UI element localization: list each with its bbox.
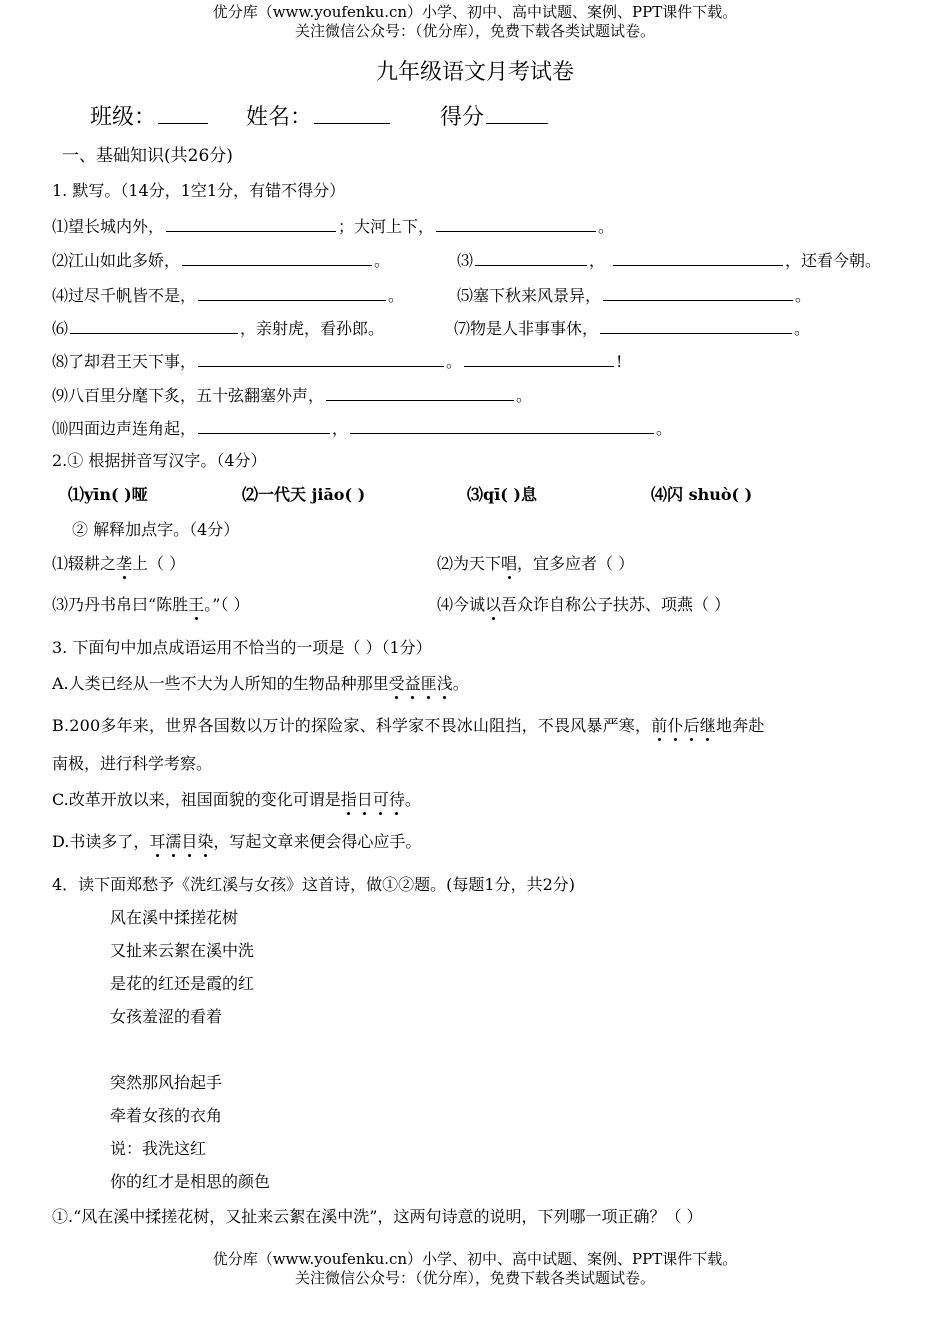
answer-blank[interactable] xyxy=(182,249,372,266)
q1-item-8-end: ! xyxy=(616,352,623,371)
q1-item-7-end: 。 xyxy=(794,319,811,338)
dotted-char: 耳 xyxy=(149,832,166,851)
dotted-char: 浅 xyxy=(436,674,453,693)
answer-blank[interactable] xyxy=(603,284,793,301)
q2-sub-title: ② 解释加点字。（4分） xyxy=(72,520,240,539)
poem-line: 你的红才是相思的颜色 xyxy=(110,1172,271,1191)
q2-explain-1-text: ⑴辍耕之 xyxy=(52,554,117,573)
q1-item-7-text: ⑺物是人非事事休， xyxy=(454,319,599,338)
q2-explain-4-bracket: 吾众诈自称公子扶苏、项燕（ ） xyxy=(501,595,731,614)
footer-line-1: 优分库（www.youfenku.cn）小学、初中、高中试题、案例、PPT课件下载。 xyxy=(212,1250,738,1268)
answer-blank[interactable] xyxy=(436,215,596,232)
name-label: 姓名： xyxy=(246,105,313,130)
q3-option-a-text: A.人类已经从一些不大为人所知的生物品种那里 xyxy=(52,674,389,693)
dotted-char: 后 xyxy=(683,716,700,735)
q3-option-c-end: 。 xyxy=(404,790,421,809)
poem-line: 风在溪中揉搓花树 xyxy=(110,908,239,927)
q1-item-3-text: ，还看今朝。 xyxy=(785,251,882,270)
dotted-char: 日 xyxy=(356,790,373,809)
q1-item-4 xyxy=(52,284,404,306)
header-line-1: 优分库（www.youfenku.cn）小学、初中、高中试题、案例、PPT课件下载。 xyxy=(212,3,738,21)
q1-item-10-text: ⑽四面边声连角起， xyxy=(52,419,197,438)
q1-item-8-text: ⑻了却君王天下事， xyxy=(52,352,197,371)
q2-pinyin-1: ⑴yīn( )哑 xyxy=(68,485,148,504)
q1-item-5-text: ⑸塞下秋来风景异， xyxy=(457,286,602,305)
q1-item-9-text: ⑼八百里分麾下炙，五十弦翻塞外声， xyxy=(52,386,325,405)
q1-item-4-text: ⑷过尽千帆皆不是， xyxy=(52,286,197,305)
q1-item-6-text: ，亲射虎，看孙郎。 xyxy=(240,319,385,338)
q4-title: 4．读下面郑愁予《洗红溪与女孩》这首诗，做①②题。(每题1分，共2分) xyxy=(52,875,576,894)
header-line-2: 关注微信公众号：（优分库），免费下载各类试题试卷。 xyxy=(294,22,655,40)
student-info-row xyxy=(90,100,550,131)
dotted-char: 王 xyxy=(188,595,205,614)
q1-item-10-end: 。 xyxy=(656,419,673,438)
dotted-char: 仆 xyxy=(667,716,684,735)
class-blank[interactable] xyxy=(158,103,208,124)
answer-blank[interactable] xyxy=(166,215,336,232)
q2-pinyin-4: ⑷闪 shuò( ) xyxy=(651,485,753,504)
answer-blank[interactable] xyxy=(613,249,783,266)
poem-line: 突然那风抬起手 xyxy=(110,1073,223,1092)
poem-line: 是花的红还是霞的红 xyxy=(110,974,255,993)
poem-line: 说：我洗这红 xyxy=(110,1139,207,1158)
q3-option-b xyxy=(52,716,765,736)
answer-blank[interactable] xyxy=(600,317,792,334)
page-title: 九年级语文月考试卷 xyxy=(375,60,574,85)
q1-item-6 xyxy=(52,317,384,339)
q1-item-3-num: ⑶ xyxy=(457,251,474,270)
q3-option-a xyxy=(52,674,469,694)
answer-blank[interactable] xyxy=(464,350,614,367)
class-label: 班级： xyxy=(90,105,157,130)
q2-explain-4 xyxy=(437,595,730,615)
q1-item-3 xyxy=(457,249,881,271)
q2-pinyin-3: ⑶qī( )息 xyxy=(467,485,537,504)
answer-blank[interactable] xyxy=(198,284,386,301)
q1-item-2-end: 。 xyxy=(374,251,391,270)
dotted-char: 目 xyxy=(181,832,198,851)
dotted-char: 益 xyxy=(404,674,421,693)
dotted-char: 以 xyxy=(485,595,502,614)
answer-blank[interactable] xyxy=(350,417,654,434)
q2-explain-3-bracket: 。”（ ） xyxy=(204,595,250,614)
footer-line-2: 关注微信公众号：（优分库），免费下载各类试题试卷。 xyxy=(294,1269,655,1287)
q2-explain-4-text: ⑷今诚 xyxy=(437,595,486,614)
q1-item-8 xyxy=(52,350,622,372)
q1-item-1-end: 。 xyxy=(598,217,615,236)
q2-explain-2-bracket: ，宜多应者（ ） xyxy=(517,554,635,573)
answer-blank[interactable] xyxy=(326,384,514,401)
poem-line: 又扯来云絮在溪中洗 xyxy=(110,941,255,960)
dotted-char: 前 xyxy=(651,716,668,735)
q1-item-8-mid: 。 xyxy=(446,352,463,371)
q1-item-1-text: ⑴望长城内外， xyxy=(52,217,165,236)
dotted-char: 垄 xyxy=(116,554,133,573)
q3-option-c-text: C.改革开放以来，祖国面貌的变化可谓是 xyxy=(52,790,341,809)
q1-item-5 xyxy=(457,284,811,306)
q1-item-4-end: 。 xyxy=(388,286,405,305)
answer-blank[interactable] xyxy=(70,317,238,334)
q1-item-9 xyxy=(52,384,532,406)
dotted-char: 匪 xyxy=(420,674,437,693)
q3-option-a-end: 。 xyxy=(452,674,469,693)
answer-blank[interactable] xyxy=(475,249,587,266)
q2-title: 2.① 根据拼音写汉字。（4分） xyxy=(52,451,267,470)
q2-explain-3-text: ⑶乃丹书帛曰“陈胜 xyxy=(52,595,189,614)
q1-item-1-text-b: ；大河上下， xyxy=(338,217,435,236)
q2-explain-1 xyxy=(52,554,185,574)
q1-item-7 xyxy=(454,317,810,339)
q3-option-b-cont: 南极，进行科学考察。 xyxy=(52,754,213,773)
dotted-char: 受 xyxy=(388,674,405,693)
poem-line: 牵着女孩的衣角 xyxy=(110,1106,223,1125)
dotted-char: 待 xyxy=(388,790,405,809)
q3-option-d-end: ，写起文章来便会得心应手。 xyxy=(213,832,422,851)
score-label: 得分 xyxy=(440,105,485,130)
q1-item-6-num: ⑹ xyxy=(52,319,69,338)
dotted-char: 可 xyxy=(372,790,389,809)
q1-item-10 xyxy=(52,417,672,439)
q2-pinyin-2: ⑵一代天 jiāo( ) xyxy=(242,485,366,504)
q2-explain-2 xyxy=(437,554,634,574)
q1-item-3-comma: ， xyxy=(589,251,606,270)
poem-line: 女孩羞涩的看着 xyxy=(110,1007,223,1026)
dotted-char: 继 xyxy=(699,716,716,735)
dotted-char: 染 xyxy=(197,832,214,851)
q3-option-c xyxy=(52,790,421,810)
q4-question-1: ①.“风在溪中揉搓花树，又扯来云絮在溪中洗”，这两句诗意的说明，下列哪一项正确？（ ） xyxy=(52,1207,703,1226)
q1-item-1 xyxy=(52,215,614,237)
q2-explain-3 xyxy=(52,595,249,615)
answer-blank[interactable] xyxy=(198,350,444,367)
dotted-char: 濡 xyxy=(165,832,182,851)
dotted-char: 唱 xyxy=(501,554,518,573)
dotted-char: 指 xyxy=(340,790,357,809)
q1-item-2-text: ⑵江山如此多娇， xyxy=(52,251,181,270)
q2-explain-2-text: ⑵为天下 xyxy=(437,554,502,573)
q3-option-d-text: D.书读多了， xyxy=(52,832,150,851)
score-blank[interactable] xyxy=(486,103,548,124)
q3-option-d xyxy=(52,832,421,852)
name-blank[interactable] xyxy=(314,103,390,124)
answer-blank[interactable] xyxy=(198,417,330,434)
q1-item-5-end: 。 xyxy=(795,286,812,305)
q3-option-b-end: 地奔赴 xyxy=(716,716,765,735)
q3-option-b-text: B.200多年来，世界各国数以万计的探险家、科学家不畏冰山阻挡，不畏风暴严寒， xyxy=(52,716,652,735)
q1-item-10-comma: ， xyxy=(332,419,349,438)
q1-item-9-end: 。 xyxy=(516,386,533,405)
section-heading: 一、基础知识(共26分) xyxy=(62,146,233,166)
q1-title: 1. 默写。（14分，1空1分，有错不得分） xyxy=(52,181,346,200)
q1-item-2 xyxy=(52,249,390,271)
q3-title: 3. 下面句中加点成语运用不恰当的一项是（ ）（1分） xyxy=(52,638,432,657)
q2-explain-1-bracket: 上（ ） xyxy=(132,554,186,573)
